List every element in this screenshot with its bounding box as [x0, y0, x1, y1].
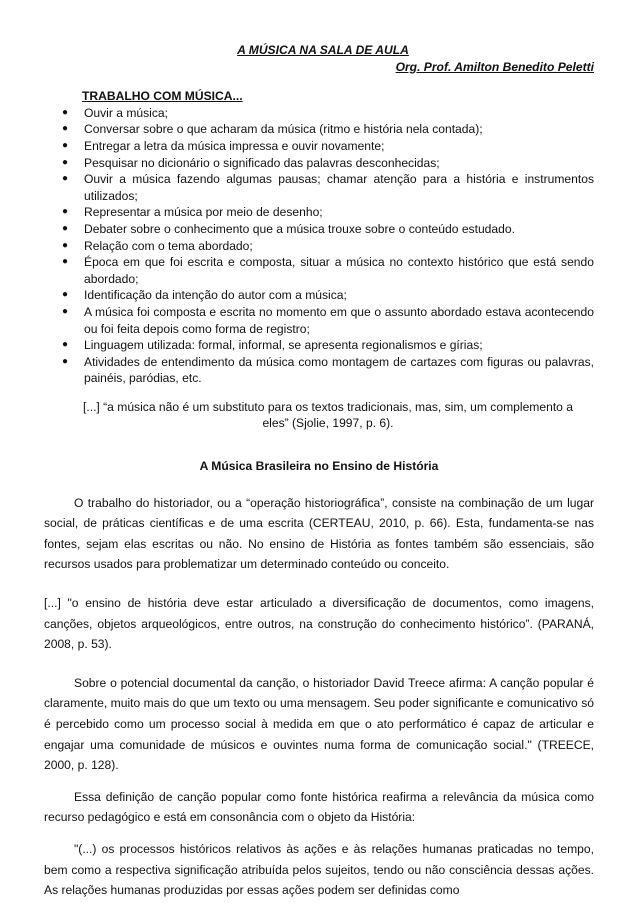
- activity-item: [62, 221, 594, 238]
- bullet-icon: ●: [62, 289, 69, 301]
- activity-text: Ouvir a música;: [84, 105, 169, 120]
- bullet-icon: ●: [62, 256, 69, 268]
- activity-text: Época em que foi escrita e composta, situar a música no contexto histórico que está sendo abordado;: [84, 255, 594, 286]
- activity-text: Ouvir a música fazendo algumas pausas; chamar atenção para a história e instrumentos utilizados;: [84, 172, 594, 203]
- activities-heading: TRABALHO COM MÚSICA...: [82, 89, 243, 104]
- bullet-icon: ●: [62, 206, 69, 218]
- bullet-icon: ●: [62, 106, 69, 118]
- activities-list: [44, 105, 594, 387]
- bullet-icon: ●: [62, 123, 69, 135]
- paragraph-definition: Essa definição de canção popular como fonte histórica reafirma a relevância da música como recurso pedagógico e está em consonância com o objeto da História:: [44, 789, 594, 825]
- activity-text: Entregar a letra da música impressa e ouvir novamente;: [84, 138, 385, 153]
- bullet-icon: ●: [62, 222, 69, 234]
- document-title: A MÚSICA NA SALA DE AULA: [237, 43, 409, 57]
- activity-text: Relação com o tema abordado;: [84, 238, 253, 253]
- sjolie-quote: [...] “a música não é um substituto para os textos tradicionais, mas, sim, um complemento a eles” (Sjolie, 1997, p. 6).: [82, 399, 573, 431]
- bullet-icon: ●: [62, 139, 69, 151]
- parana-quote: [...] "o ensino de história deve estar articulado a diversificação de documentos, como imagens, canções, objetos arqueológicos, entre outros, na construção do conhecimento histórico”. (PARANÁ, 2008, p. 53).: [44, 596, 594, 652]
- paragraph-historian-work: O trabalho do historiador, ou a “operação historiográfica”, consiste na combinação de um lugar social, de práticas científicas e de uma escrita (CERTEAU, 2010, p. 66). Esta, fundamenta-se nas fontes, sejam elas escritas ou não. No ensino de História as fontes também são essenciais, são recursos usados para problematizar um determinado conteúdo ou conceito.: [44, 495, 594, 572]
- organizer-line: Org. Prof. Amilton Benedito Peletti: [395, 59, 594, 74]
- activity-item: [62, 238, 594, 255]
- activity-item: [62, 121, 594, 138]
- activity-item: [62, 287, 594, 304]
- bullet-icon: ●: [62, 173, 69, 185]
- activity-text: Pesquisar no dicionário o significado das palavras desconhecidas;: [84, 155, 440, 170]
- bullet-icon: ●: [62, 339, 69, 351]
- bullet-icon: ●: [62, 239, 69, 251]
- activity-text: Conversar sobre o que acharam da música (ritmo e história nela contada);: [84, 122, 483, 137]
- paragraph-treece: Sobre o potencial documental da canção, o historiador David Treece afirma: A canção popular é claramente, muito mais do que um texto ou uma mensagem. Seu poder significante e comunicativo só é percebido como um processo social à medida em que o ato performático é capaz de articular e engajar uma comunidade de músicos e ouvintes numa forma de comunicação social." (TREECE, 2000, p. 128).: [44, 675, 594, 773]
- activity-text: A música foi composta e escrita no momento em que o assunto abordado estava acontecendo ou foi feita depois como forma de registro;: [84, 304, 594, 336]
- activity-item: [62, 304, 594, 337]
- activity-item: [62, 105, 594, 122]
- activity-item: [62, 204, 594, 221]
- activity-item: [62, 354, 594, 387]
- activity-text: Identificação da intenção do autor com a música;: [84, 288, 347, 303]
- activity-item: [62, 337, 594, 354]
- activity-item: [62, 254, 594, 287]
- bullet-icon: ●: [62, 156, 69, 168]
- bullet-icon: ●: [62, 355, 69, 367]
- activity-text: Representar a música por meio de desenho;: [84, 205, 323, 220]
- bullet-icon: ●: [62, 305, 69, 317]
- activity-item: [62, 155, 594, 172]
- activity-item: [62, 171, 594, 204]
- activity-text: Debater sobre o conhecimento que a música trouxe sobre o conteúdo estudado.: [84, 221, 515, 236]
- paragraph-historical-processes: "(...) os processos históricos relativos às ações e às relações humanas praticadas no tempo, bem como a respectiva significação atribuída pelos sujeitos, tendo ou não consciência dessas ações. As relações humanas produzidas por essas ações podem ser definidas como: [44, 841, 594, 898]
- activity-item: [62, 138, 594, 155]
- activity-text: Atividades de entendimento da música como montagem de cartazes com figuras ou palavras, painéis, paródias, etc.: [84, 354, 594, 386]
- activity-text: Linguagem utilizada: formal, informal, se apresenta regionalismos e gírias;: [84, 338, 483, 353]
- section-heading: A Música Brasileira no Ensino de História: [199, 459, 439, 474]
